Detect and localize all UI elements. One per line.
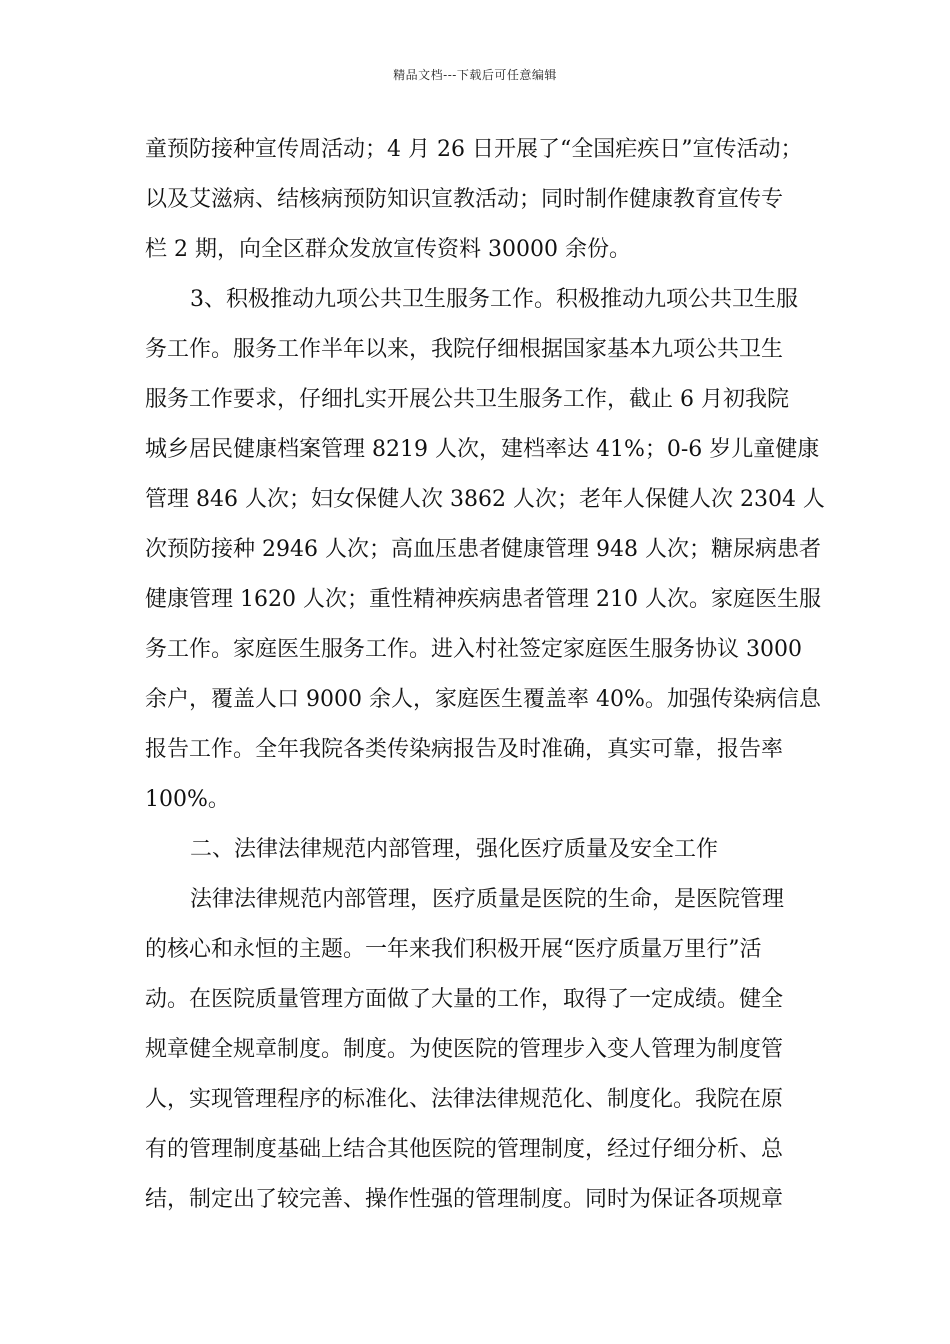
text-line: 动。在医院质量管理方面做了大量的工作，取得了一定成绩。健全 <box>145 987 784 1012</box>
text-line: 有的管理制度基础上结合其他医院的管理制度，经过仔细分析、总 <box>145 1137 784 1162</box>
text-line: 城乡居民健康档案管理 8219 人次，建档率达 41%；0-6 岁儿童健康 <box>145 437 820 462</box>
text-line: 报告工作。全年我院各类传染病报告及时准确，真实可靠，报告率 <box>145 737 784 762</box>
text-line: 余户，覆盖人口 9000 余人，家庭医生覆盖率 40%。加强传染病信息 <box>145 687 821 712</box>
text-line: 法律法律规范内部管理，医疗质量是医院的生命，是医院管理 <box>190 887 785 912</box>
text-line: 的核心和永恒的主题。一年来我们积极开展“医疗质量万里行”活 <box>145 937 762 962</box>
text-line: 规章健全规章制度。制度。为使医院的管理步入变人管理为制度管 <box>145 1037 784 1062</box>
text-line: 童预防接种宣传周活动；4 月 26 日开展了“全国疟疾日”宣传活动； <box>145 137 803 162</box>
page-header: 精品文档---下载后可任意编辑 <box>393 68 557 82</box>
text-line: 栏 2 期，向全区群众发放宣传资料 30000 余份。 <box>145 237 631 262</box>
text-line: 100%。 <box>145 787 230 812</box>
text-line: 健康管理 1620 人次；重性精神疾病患者管理 210 人次。家庭医生服 <box>145 587 821 612</box>
text-line: 次预防接种 2946 人次；高血压患者健康管理 948 人次；糖尿病患者 <box>145 537 821 562</box>
text-line: 务工作。服务工作半年以来，我院仔细根据国家基本九项公共卫生 <box>145 337 784 362</box>
text-line: 管理 846 人次；妇女保健人次 3862 人次；老年人保健人次 2304 人 <box>145 487 825 512</box>
text-line: 服务工作要求，仔细扎实开展公共卫生服务工作，截止 6 月初我院 <box>145 387 789 412</box>
text-line: 3、积极推动九项公共卫生服务工作。积极推动九项公共卫生服 <box>190 287 798 312</box>
text-line: 结，制定出了较完善、操作性强的管理制度。同时为保证各项规章 <box>145 1187 784 1212</box>
text-line: 以及艾滋病、结核病预防知识宣教活动；同时制作健康教育宣传专 <box>145 187 784 212</box>
section-heading: 二、法律法律规范内部管理，强化医疗质量及安全工作 <box>190 837 719 862</box>
text-line: 人，实现管理程序的标准化、法律法律规范化、制度化。我院在原 <box>145 1087 784 1112</box>
text-line: 务工作。家庭医生服务工作。进入村社签定家庭医生服务协议 3000 <box>145 637 802 662</box>
